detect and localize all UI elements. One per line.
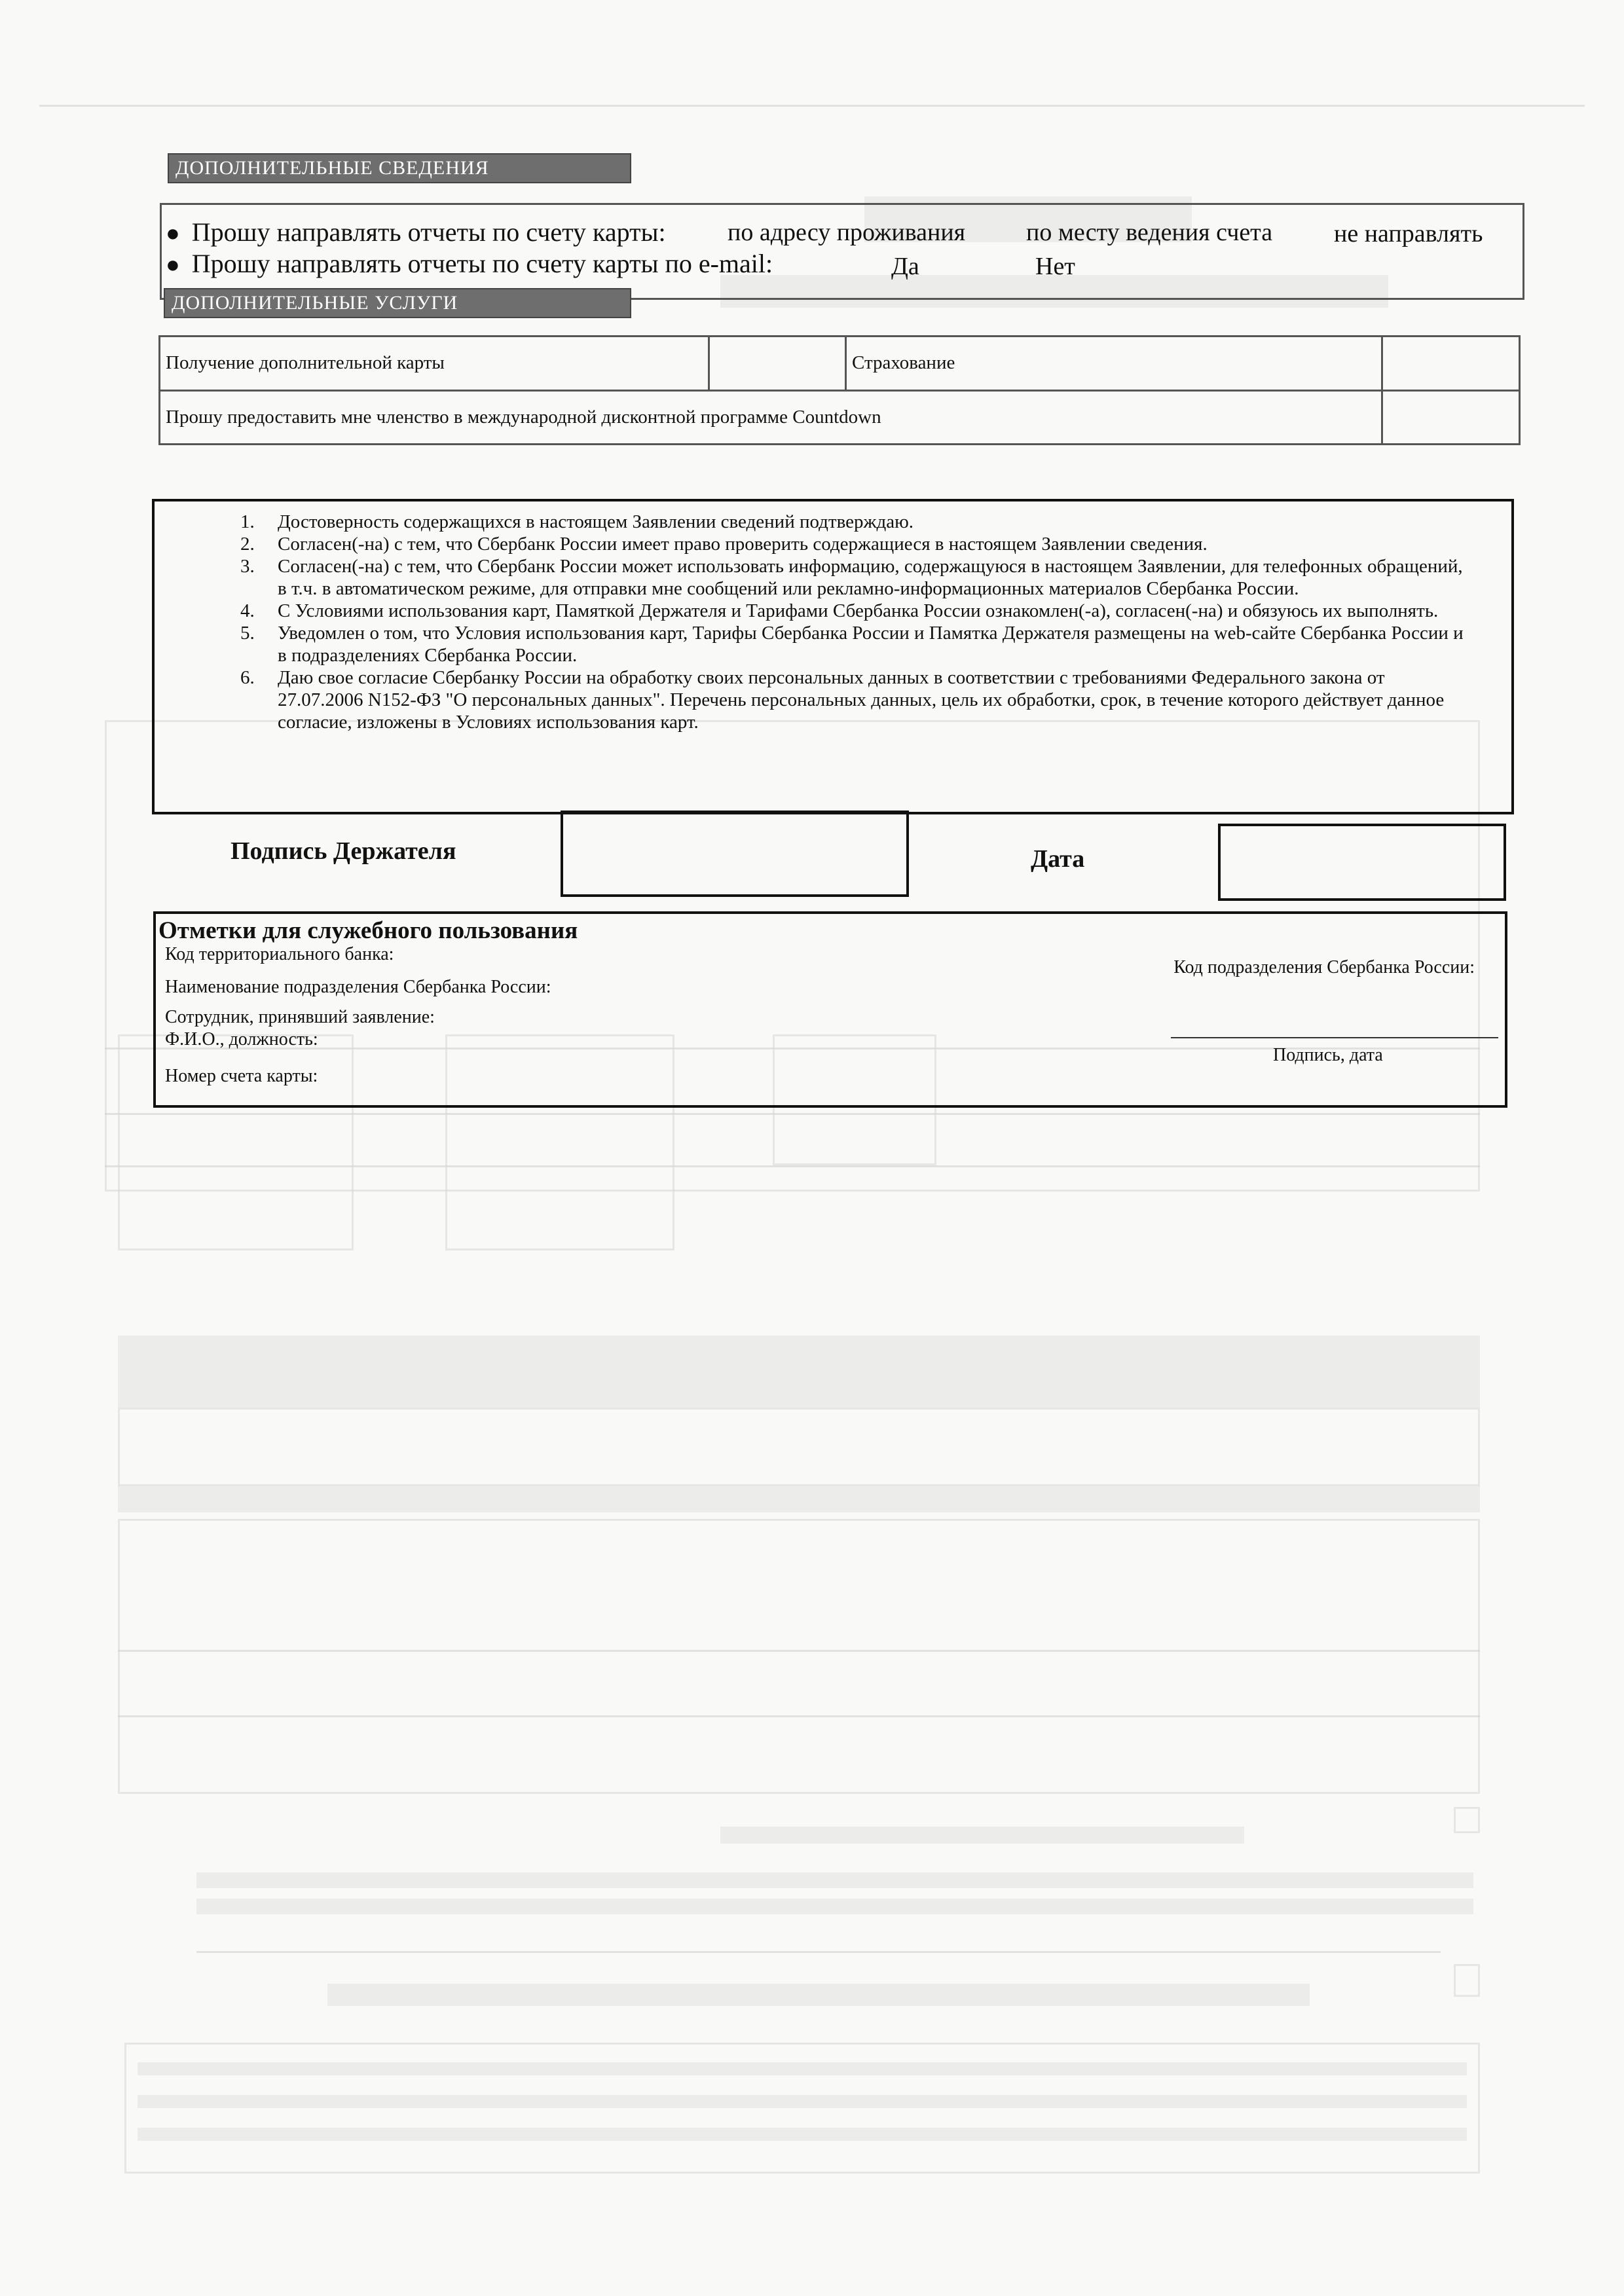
- holder-signature-label: Подпись Держателя: [231, 837, 456, 865]
- option-account-branch[interactable]: по месту ведения счета: [1026, 219, 1273, 246]
- additional-info-box: [160, 203, 1524, 300]
- signature-date-line: [1171, 1037, 1498, 1038]
- sign-date-caption: Подпись, дата: [1273, 1045, 1383, 1065]
- employee-label: Сотрудник, принявший заявление:: [165, 1007, 435, 1027]
- branch-name: Наименование подразделения Сбербанка России:: [165, 977, 551, 997]
- countdown-checkbox[interactable]: [1382, 390, 1520, 445]
- date-field[interactable]: [1218, 824, 1506, 901]
- holder-signature-field[interactable]: [561, 811, 909, 897]
- bullet-icon: ●: [166, 251, 180, 278]
- reports-email-label: Прошу направлять отчеты по счету карты по e-mail:: [191, 249, 773, 278]
- extra-card-checkbox[interactable]: [709, 337, 846, 391]
- consent-item: 6. Даю свое согласие Сбербанку России на обработку своих персональных данных в соответствии с требованиями Федерального закона от 27.07.2006 N152-ФЗ "О персональных данных". Перечень персональных данных, цель их обработки, срок, в течение которого действует данное согласие, изложены в Условиях использования карт.: [259, 666, 1472, 733]
- reports-address-row: [166, 217, 666, 247]
- office-use-title: Отметки для служебного пользования: [158, 917, 578, 944]
- reports-email-row: [166, 248, 773, 279]
- consent-item: 4. С Условиями использования карт, Памяткой Держателя и Тарифами Сбербанка России ознакомлен(-а), согласен(-на) и обязуюсь их выполнять.: [259, 600, 1472, 622]
- consent-item: 1. Достоверность содержащихся в настоящем Заявлении сведений подтверждаю.: [259, 511, 1472, 533]
- additional-info-header: ДОПОЛНИТЕЛЬНЫЕ СВЕДЕНИЯ: [168, 153, 631, 183]
- option-do-not-send[interactable]: не направлять: [1334, 220, 1483, 247]
- extra-card-label: Получение дополнительной карты: [160, 337, 709, 391]
- insurance-checkbox[interactable]: [1382, 337, 1520, 391]
- countdown-label: Прошу предоставить мне членство в международной дисконтной программе Countdown: [160, 390, 1382, 445]
- consent-item: 5. Уведомлен о том, что Условия использования карт, Тарифы Сбербанка России и Памятка Держателя размещены на web-сайте Сбербанка России и в подразделениях Сбербанка России.: [259, 622, 1472, 666]
- card-account-number: Номер счета карты:: [165, 1066, 318, 1086]
- consent-item: 2. Согласен(-на) с тем, что Сбербанк России имеет право проверить содержащиеся в настоящем Заявлении сведения.: [259, 533, 1472, 555]
- option-email-no[interactable]: Нет: [1035, 253, 1075, 280]
- office-use-box: [153, 911, 1507, 1108]
- consent-item: 3. Согласен(-на) с тем, что Сбербанк России может использовать информацию, содержащуюся в настоящем Заявлении, для телефонных обращений, в т.ч. в автоматическом режиме, для отправки мне сообщений или рекламно-информационных материалов Сбербанка России.: [259, 555, 1472, 600]
- insurance-label: Страхование: [846, 337, 1382, 391]
- reports-address-label: Прошу направлять отчеты по счету карты:: [191, 217, 666, 247]
- option-residence-address[interactable]: по адресу проживания: [728, 219, 966, 246]
- employee-name-position: Ф.И.О., должность:: [165, 1029, 318, 1049]
- option-email-yes[interactable]: Да: [891, 253, 919, 280]
- date-label: Дата: [1031, 845, 1085, 873]
- additional-services-header: ДОПОЛНИТЕЛЬНЫЕ УСЛУГИ: [164, 288, 631, 318]
- consent-list: [155, 511, 1511, 733]
- territorial-bank-code: Код территориального банка:: [165, 944, 394, 964]
- consent-box: [152, 499, 1514, 814]
- bullet-icon: ●: [166, 220, 180, 246]
- additional-services-table: [158, 335, 1521, 445]
- branch-code: Код подразделения Сбербанка России:: [1173, 957, 1475, 977]
